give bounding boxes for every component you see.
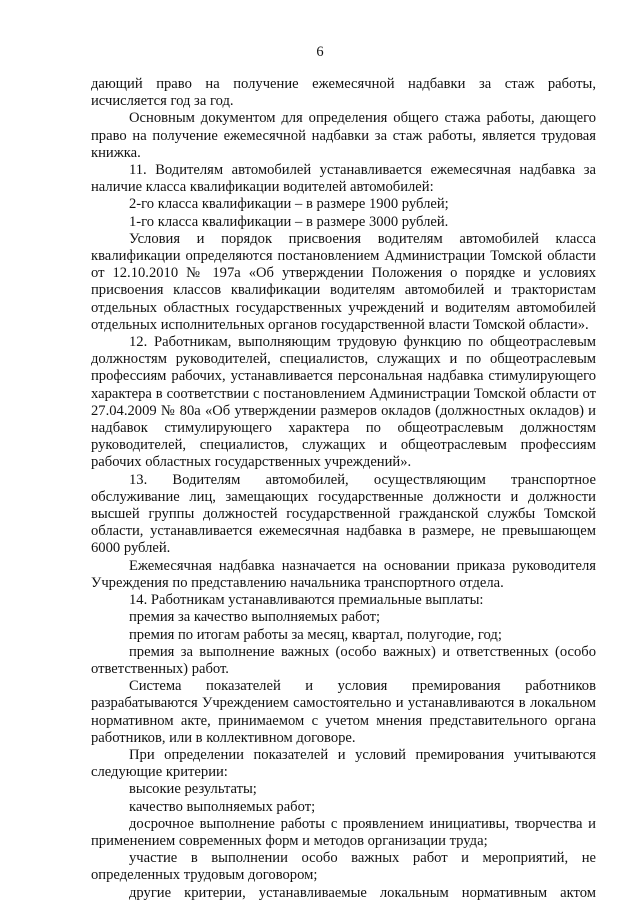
paragraph: При определении показателей и условий премирования учитываются следующие критерии: xyxy=(91,746,596,781)
paragraph-clause-14: 14. Работникам устанавливаются премиальные выплаты: xyxy=(129,592,484,609)
list-item: 1-го класса квалификации – в размере 3000 рублей. xyxy=(129,213,449,230)
list-item: досрочное выполнение работы с проявлением инициативы, творчества и применением современных форм и методов организации труда; xyxy=(91,815,596,849)
list-item: 2-го класса квалификации – в размере 1900 рублей; xyxy=(129,196,449,213)
list-item: премия по итогам работы за месяц, квартал, полугодие, год; xyxy=(129,626,502,643)
paragraph-clause-13: 13. Водителям автомобилей, осуществляющим транспортное обслуживание лиц, замещающих государственные должности и должности высшей группы должностей государственной гражданской службы Томской области, устанавливается ежемесячная надбавка в размере, не превышающем 6000 рублей. xyxy=(91,471,596,557)
paragraph-clause-12: 12. Работникам, выполняющим трудовую функцию по общеотраслевым должностям руководителей, специалистов, служащих и по общеотраслевым профессиям рабочих, устанавливается персональная надбавка стимулирующего характера в соответствии с постановлением Администрации Томской области от 27.04.2009 № 80а «Об утверждении размеров окладов (должностных окладов) и надбавок стимулирующего характера по общеотраслевым должностям руководителей, специалистов, служащих и общеотраслевым профессиям рабочих областных государственных учреждений». xyxy=(91,334,596,471)
list-item-continues: другие критерии, устанавливаемые локальным нормативным актом xyxy=(129,884,596,901)
paragraph-clause-11: 11. Водителям автомобилей устанавливается ежемесячная надбавка за наличие класса квалификации водителей автомобилей: xyxy=(91,162,596,196)
paragraph: Система показателей и условия премирования работников разрабатываются Учреждением самостоятельно и устанавливаются в локальном нормативном акте, принимаемом с учетом мнения представительного органа работников, или в коллективном договоре. xyxy=(91,678,596,746)
document-body xyxy=(91,76,596,902)
page-number: 6 xyxy=(316,44,324,60)
paragraph: Условия и порядок присвоения водителям автомобилей класса квалификации определяются постановлением Администрации Томской области от 12.10.2010 № 197а «Об утверждении Положения о порядке и условиях присвоения классов квалификации водителям автомобилей и трактористам отдельных областных государственных учреждений и водителям автомобилей отдельных исполнительных органов государственной власти Томской области». xyxy=(91,230,596,333)
list-item: премия за качество выполняемых работ; xyxy=(129,609,381,626)
list-item: участие в выполнении особо важных работ и мероприятий, не определенных трудовым договором; xyxy=(91,850,596,884)
paragraph: Ежемесячная надбавка назначается на основании приказа руководителя Учреждения по представлению начальника транспортного отдела. xyxy=(91,557,596,591)
list-item: высокие результаты; xyxy=(129,781,257,798)
list-item: премия за выполнение важных (особо важных) и ответственных (особо ответственных) работ. xyxy=(91,643,596,677)
list-item: качество выполняемых работ; xyxy=(129,798,316,815)
paragraph-continued: дающий право на получение ежемесячной надбавки за стаж работы, исчисляется год за год. xyxy=(91,76,596,110)
paragraph: Основным документом для определения общего стажа работы, дающего право на получение ежемесячной надбавки за стаж работы, является трудовая книжка. xyxy=(91,110,596,161)
